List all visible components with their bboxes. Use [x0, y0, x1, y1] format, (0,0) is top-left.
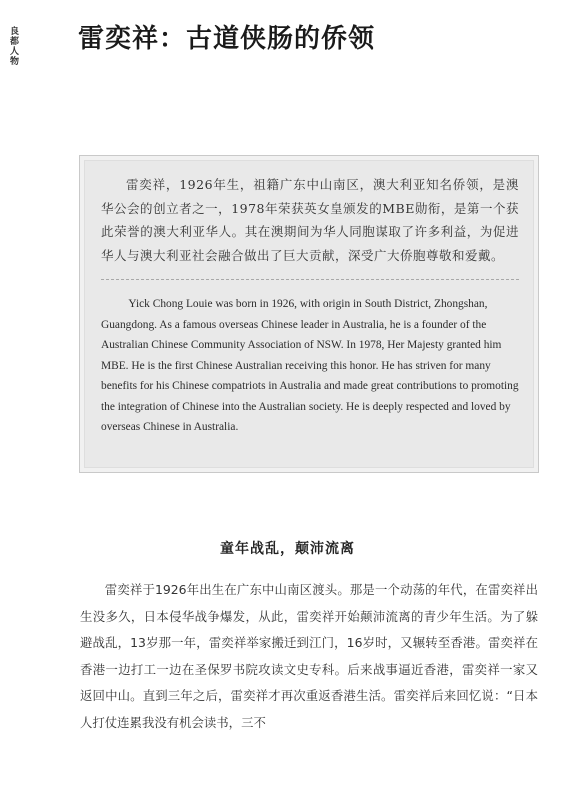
english-summary: Yick Chong Louie was born in 1926, with origin in South District, Zhongshan, Guangdong. As a famous overseas Chinese leader in Australia, he is a founder of the Australian Chinese Community Association of NSW. In 1978, Her Majesty granted him MBE. He is the first Chinese Australian receiving this honor. He has striven for many benefits for his Chinese compatriots in Australia and made great contributions to promoting the integration of Chinese into the Australian society. He is deeply respected and loved by overseas Chinese in Australia. [101, 298, 519, 433]
summary-divider [101, 279, 519, 280]
chinese-summary: 雷奕祥，1926年生，祖籍广东中山南区，澳大利亚知名侨领，是澳华公会的创立者之一，1978年荣获英女皇颁发的MBE勋衔，是第一个获此荣誉的澳大利亚华人。其在澳期间为华人同胞谋取了许多利益，为促进华人与澳大利亚社会融合做出了巨大贡献，深受广大侨胞尊敬和爱戴。 [101, 177, 519, 263]
section-label: 良都人物 [8, 26, 18, 66]
section-heading: 童年战乱，颠沛流离 [220, 541, 355, 557]
body-paragraph: 雷奕祥于1926年出生在广东中山南区渡头。那是一个动荡的年代，在雷奕祥出生没多久，日本侵华战争爆发，从此，雷奕祥开始颠沛流离的青少年生活。为了躲避战乱，13岁那一年，雷奕祥举家搬迁到江门，16岁时，又辗转至香港。雷奕祥在香港一边打工一边在圣保罗书院攻读文史专科。后来战事逼近香港，雷奕祥一家又返回中山。直到三年之后，雷奕祥才再次重返香港生活。雷奕祥后来回忆说：“日本人打仗连累我没有机会读书，三不 [80, 582, 538, 730]
page-title: 雷奕祥：古道侠肠的侨领 [78, 24, 376, 54]
summary-inner [84, 160, 534, 468]
summary-box [79, 155, 539, 473]
